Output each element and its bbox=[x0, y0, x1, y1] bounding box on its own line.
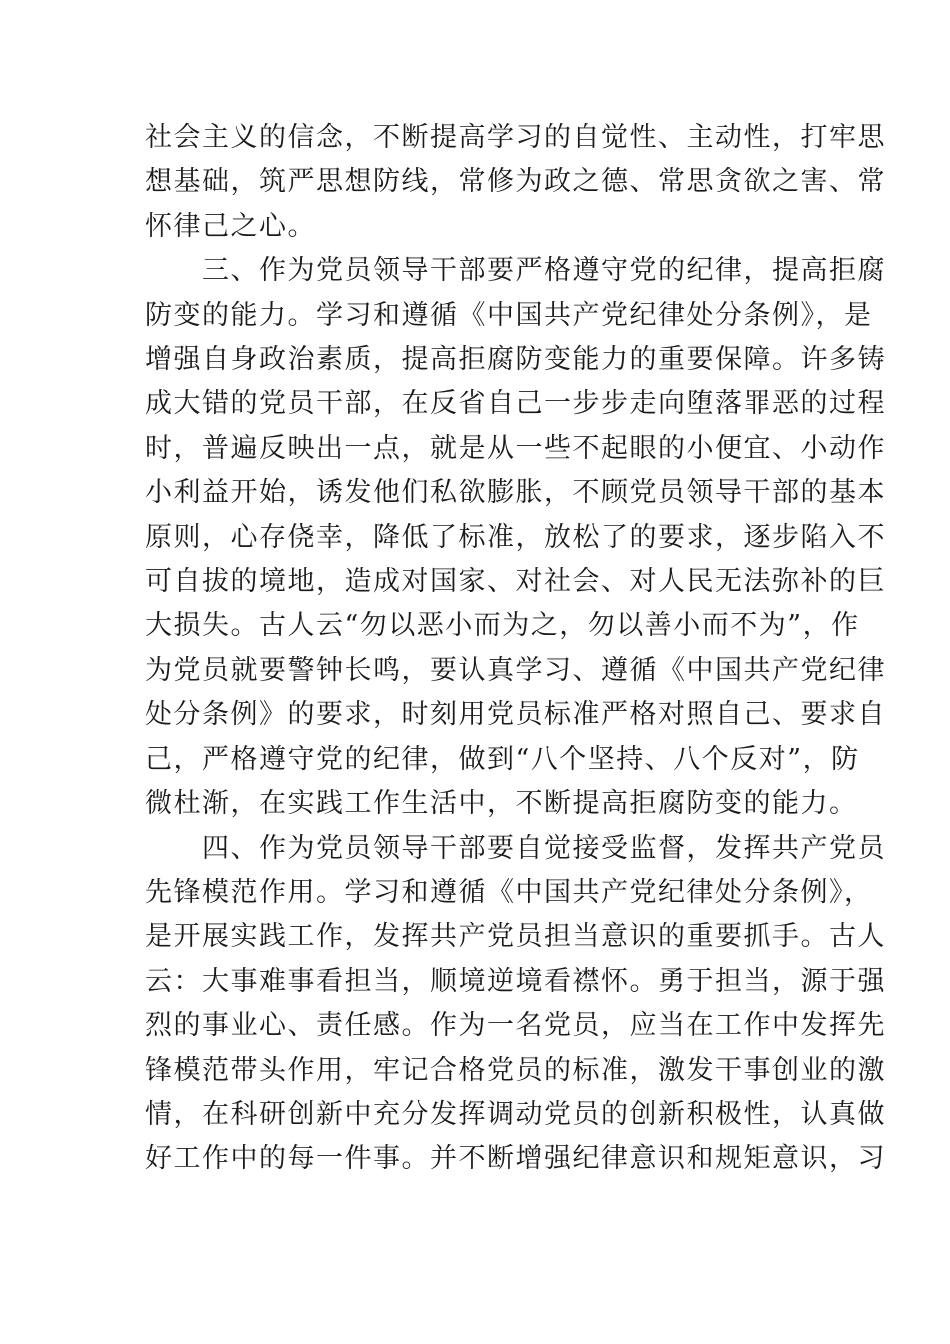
document-body bbox=[145, 116, 886, 1182]
text-line: 微杜渐，在实践工作生活中，不断提高拒腐防变的能力。 bbox=[145, 788, 858, 820]
text-line: 是开展实践工作，发挥共产党员担当意识的重要抓手。古人 bbox=[145, 921, 886, 953]
paragraph-section-three bbox=[145, 249, 886, 826]
text-line: 时，普遍反映出一点，就是从一些不起眼的小便宜、小动作 bbox=[145, 432, 886, 464]
text-line: 想基础，筑严思想防线，常修为政之德、常思贪欲之害、常 bbox=[145, 166, 886, 198]
text-line: 处分条例》的要求，时刻用党员标准严格对照自己、要求自 bbox=[145, 699, 886, 731]
text-line: 云：大事难事看担当，顺境逆境看襟怀。勇于担当，源于强 bbox=[145, 965, 886, 997]
paragraph-section-four bbox=[145, 827, 886, 1182]
text-line: 四、作为党员领导干部要自觉接受监督，发挥共产党员 bbox=[202, 832, 886, 864]
text-line: 先锋模范作用。学习和遵循《中国共产党纪律处分条例》， bbox=[145, 876, 873, 908]
text-line: 成大错的党员干部，在反省自己一步步走向堕落罪恶的过程 bbox=[145, 388, 886, 420]
text-line: 烈的事业心、责任感。作为一名党员，应当在工作中发挥先 bbox=[145, 1010, 886, 1042]
text-line: 可自拔的境地，造成对国家、对社会、对人民无法弥补的巨 bbox=[145, 566, 886, 598]
text-line: 防变的能力。学习和遵循《中国共产党纪律处分条例》，是 bbox=[145, 299, 873, 331]
text-line: 原则，心存侥幸，降低了标准，放松了的要求，逐步陷入不 bbox=[145, 521, 886, 553]
text-line: 大损失。古人云“勿以恶小而为之，勿以善小而不为”，作 bbox=[145, 610, 860, 642]
text-line: 好工作中的每一件事。并不断增强纪律意识和规矩意识，习 bbox=[145, 1143, 886, 1175]
text-line: 锋模范带头作用，牢记合格党员的标准，激发干事创业的激 bbox=[145, 1054, 886, 1086]
text-line: 情，在科研创新中充分发挥调动党员的创新积极性，认真做 bbox=[145, 1098, 886, 1130]
text-line: 三、作为党员领导干部要严格遵守党的纪律，提高拒腐 bbox=[202, 255, 886, 287]
paragraph-continuation bbox=[145, 116, 886, 249]
text-line: 小利益开始，诱发他们私欲膨胀，不顾党员领导干部的基本 bbox=[145, 477, 886, 509]
text-line: 怀律己之心。 bbox=[145, 210, 316, 242]
text-line: 为党员就要警钟长鸣，要认真学习、遵循《中国共产党纪律 bbox=[145, 654, 886, 686]
text-line: 社会主义的信念，不断提高学习的自觉性、主动性，打牢思 bbox=[145, 122, 886, 153]
text-line: 己，严格遵守党的纪律，做到“八个坚持、八个反对”，防 bbox=[145, 743, 860, 775]
text-line: 增强自身政治素质，提高拒腐防变能力的重要保障。许多铸 bbox=[145, 344, 886, 376]
